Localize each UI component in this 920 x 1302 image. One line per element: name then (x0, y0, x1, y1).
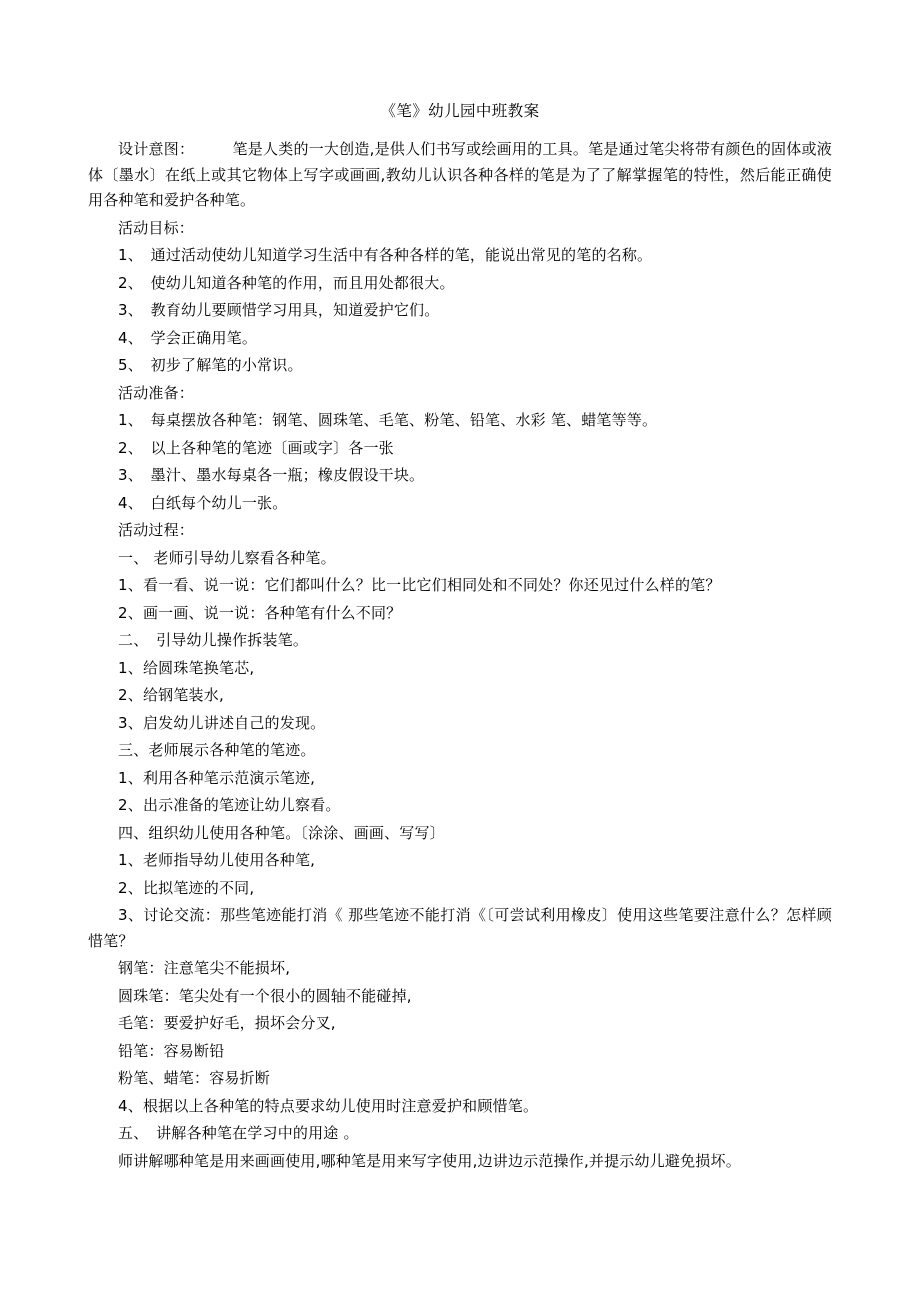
paragraph-step-1-1: 1、看一看、说一说：它们都叫什么？比一比它们相同处和不同处？你还见过什么样的笔？ (118, 576, 721, 595)
paragraph-prep-3: 3、 墨汁、墨水每桌各一瓶；橡皮假设干块。 (118, 466, 425, 485)
paragraph-activity-process-heading: 活动过程： (118, 521, 195, 540)
paragraph-prep-4: 4、 白纸每个幼儿一张。 (118, 493, 288, 512)
paragraph-prep-2: 2、 以上各种笔的笔迹〔画或字〕各一张 (118, 438, 394, 457)
paragraph-goal-3: 3、 教育幼儿要顾惜学习用具，知道爱护它们。 (118, 301, 440, 320)
paragraph-step-3-heading: 三、老师展示各种笔的笔迹。 (118, 741, 316, 760)
paragraph-step-4-4: 4、根据以上各种笔的特点要求幼儿使用时注意爱护和顾惜笔。 (118, 1096, 539, 1115)
paragraph-step-1-heading: 一、 老师引导幼儿察看各种笔。 (118, 548, 336, 567)
paragraph-pen-note-yuanzhubi: 圆珠笔：笔尖处有一个很小的圆轴不能碰掉, (118, 986, 412, 1005)
paragraph-activity-goals-heading: 活动目标： (118, 218, 195, 237)
page-title: 《笔》幼儿园中班教案 (380, 102, 540, 120)
paragraph-step-2-heading: 二、 引导幼儿操作拆装笔。 (118, 631, 309, 650)
paragraph-step-3-1: 1、利用各种笔示范演示笔迹, (118, 768, 316, 787)
paragraph-activity-prep-heading: 活动准备： (118, 383, 195, 402)
paragraph-goal-5: 5、 初步了解笔的小常识。 (118, 356, 303, 375)
document-body (88, 137, 832, 1174)
paragraph-step-1-2: 2、画一画、说一说：各种笔有什么不同？ (118, 603, 402, 622)
paragraph-step-2-3: 3、启发幼儿讲述自己的发现。 (118, 713, 326, 732)
paragraph-step-5-body: 师讲解哪种笔是用来画画使用,哪种笔是用来写字使用,边讲边示范操作,并提示幼儿避免损坏。 (118, 1151, 741, 1170)
paragraph-prep-1: 1、 每桌摆放各种笔：钢笔、圆珠笔、毛笔、粉笔、铅笔、水彩 笔、蜡笔等等。 (118, 411, 658, 430)
paragraph-goal-4: 4、 学会正确用笔。 (118, 328, 258, 347)
paragraph-design-intent: 设计意图： 笔是人类的一大创造,是供人们书写或绘画用的工具。笔是通过笔尖将带有颜色的固体或液体〔墨水〕在纸上或其它物体上写字或画画,教幼儿认识各种各样的笔是为了了解掌握笔的特性，然后能正确使用各种笔和爱护各种笔。 (88, 140, 832, 210)
paragraph-goal-2: 2、 使幼儿知道各种笔的作用，而且用处都很大。 (118, 273, 455, 292)
paragraph-step-3-2: 2、出示准备的笔迹让幼儿察看。 (118, 796, 341, 815)
paragraph-pen-note-maobi: 毛笔：要爱护好毛，损坏会分叉, (118, 1014, 336, 1033)
paragraph-step-4-2: 2、比拟笔迹的不同, (118, 878, 255, 897)
paragraph-step-2-1: 1、给圆珠笔换笔芯, (118, 658, 255, 677)
paragraph-pen-note-gangbi: 钢笔：注意笔尖不能损坏, (118, 959, 291, 978)
paragraph-pen-note-qianbi: 铅笔：容易断铅 (118, 1041, 225, 1060)
paragraph-step-4-1: 1、老师指导幼儿使用各种笔, (118, 851, 316, 870)
paragraph-step-5-heading: 五、 讲解各种笔在学习中的用途 。 (118, 1124, 359, 1143)
paragraph-pen-note-fenbi-labi: 粉笔、蜡笔：容易折断 (118, 1069, 271, 1088)
paragraph-step-4-heading: 四、组织幼儿使用各种笔。〔涂涂、画画、写写〕 (118, 823, 445, 842)
paragraph-goal-1: 1、 通过活动使幼儿知道学习生活中有各种各样的笔，能说出常见的笔的名称。 (118, 246, 653, 265)
paragraph-step-4-3: 3、讨论交流：那些笔迹能打消《 那些笔迹不能打消《〔可尝试利用橡皮〕使用这些笔要注意什么？怎样顾惜笔？ (88, 906, 832, 950)
paragraph-step-2-2: 2、给钢笔装水, (118, 686, 224, 705)
